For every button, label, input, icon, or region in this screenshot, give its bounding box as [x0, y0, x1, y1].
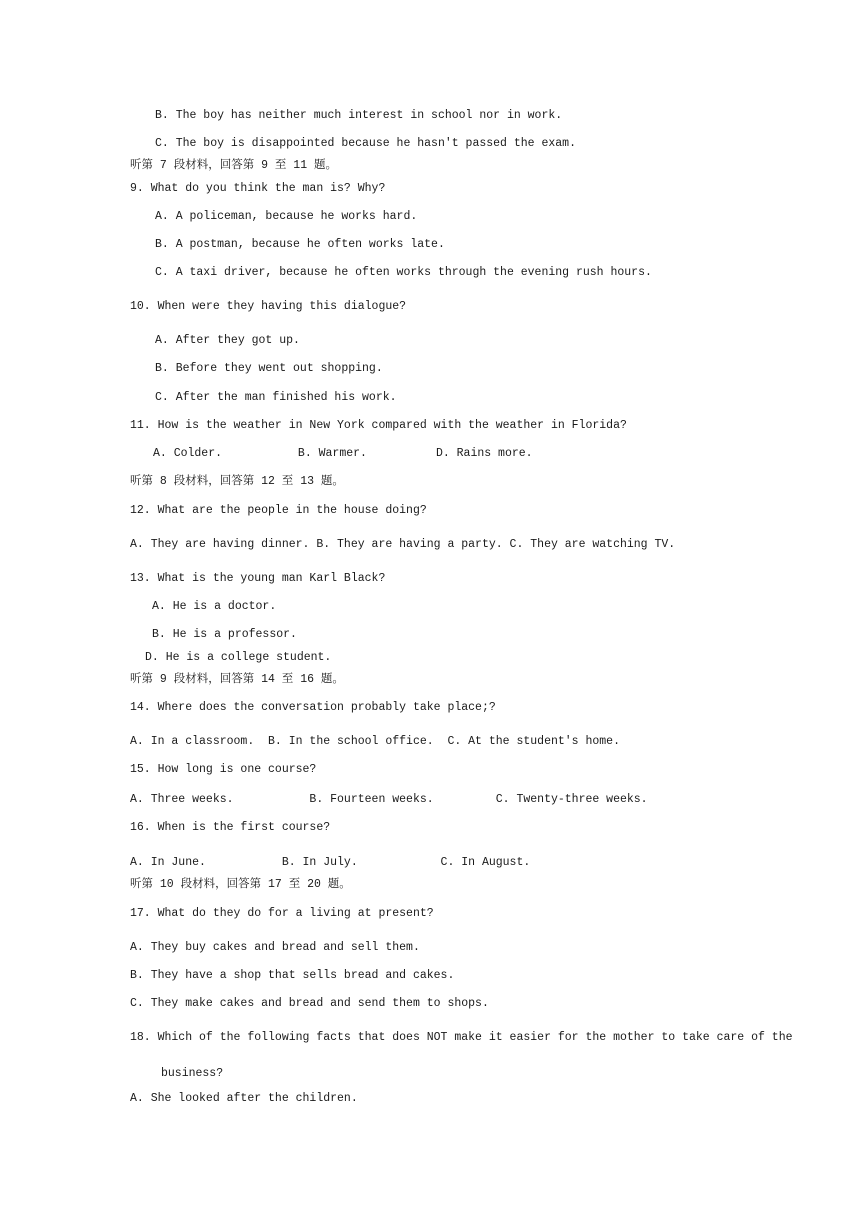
options-12: A. They are having dinner. B. They are having a party. C. They are watching TV. — [130, 538, 676, 551]
option-17c: C. They make cakes and bread and send them to shops. — [130, 997, 489, 1010]
options-15: A. Three weeks. B. Fourteen weeks. C. Twenty-three weeks. — [130, 793, 648, 806]
question-13: 13. What is the young man Karl Black? — [130, 572, 386, 585]
options-11: A. Colder. B. Warmer. D. Rains more. — [153, 447, 533, 460]
option-8b: B. The boy has neither much interest in school nor in work. — [155, 109, 563, 122]
question-15: 15. How long is one course? — [130, 763, 317, 776]
option-8c: C. The boy is disappointed because he hasn't passed the exam. — [155, 137, 576, 150]
question-17: 17. What do they do for a living at present? — [130, 907, 434, 920]
section-header-7: 听第 7 段材料，回答第 9 至 11 题。 — [130, 159, 338, 172]
question-16: 16. When is the first course? — [130, 821, 331, 834]
option-13b: B. He is a professor. — [152, 628, 297, 641]
options-16: A. In June. B. In July. C. In August. — [130, 856, 531, 869]
option-13a: A. He is a doctor. — [152, 600, 277, 613]
question-9: 9. What do you think the man is? Why? — [130, 182, 386, 195]
question-18: 18. Which of the following facts that does NOT make it easier for the mother to take care of the — [130, 1031, 793, 1044]
option-18a: A. She looked after the children. — [130, 1092, 358, 1105]
option-10b: B. Before they went out shopping. — [155, 362, 383, 375]
section-header-10: 听第 10 段材料，回答第 17 至 20 题。 — [130, 878, 351, 891]
options-14: A. In a classroom. B. In the school office. C. At the student's home. — [130, 735, 620, 748]
section-header-8: 听第 8 段材料，回答第 12 至 13 题。 — [130, 475, 344, 488]
option-17b: B. They have a shop that sells bread and cakes. — [130, 969, 455, 982]
option-17a: A. They buy cakes and bread and sell them. — [130, 941, 420, 954]
section-header-9: 听第 9 段材料，回答第 14 至 16 题。 — [130, 673, 344, 686]
option-9a: A. A policeman, because he works hard. — [155, 210, 418, 223]
question-18-continuation: business? — [161, 1067, 224, 1080]
option-10a: A. After they got up. — [155, 334, 300, 347]
question-12: 12. What are the people in the house doing? — [130, 504, 427, 517]
question-14: 14. Where does the conversation probably take place;? — [130, 701, 496, 714]
question-11: 11. How is the weather in New York compared with the weather in Florida? — [130, 419, 627, 432]
option-9b: B. A postman, because he often works late. — [155, 238, 445, 251]
question-10: 10. When were they having this dialogue? — [130, 300, 407, 313]
option-9c: C. A taxi driver, because he often works through the evening rush hours. — [155, 266, 652, 279]
option-13d: D. He is a college student. — [145, 651, 332, 664]
option-10c: C. After the man finished his work. — [155, 391, 397, 404]
